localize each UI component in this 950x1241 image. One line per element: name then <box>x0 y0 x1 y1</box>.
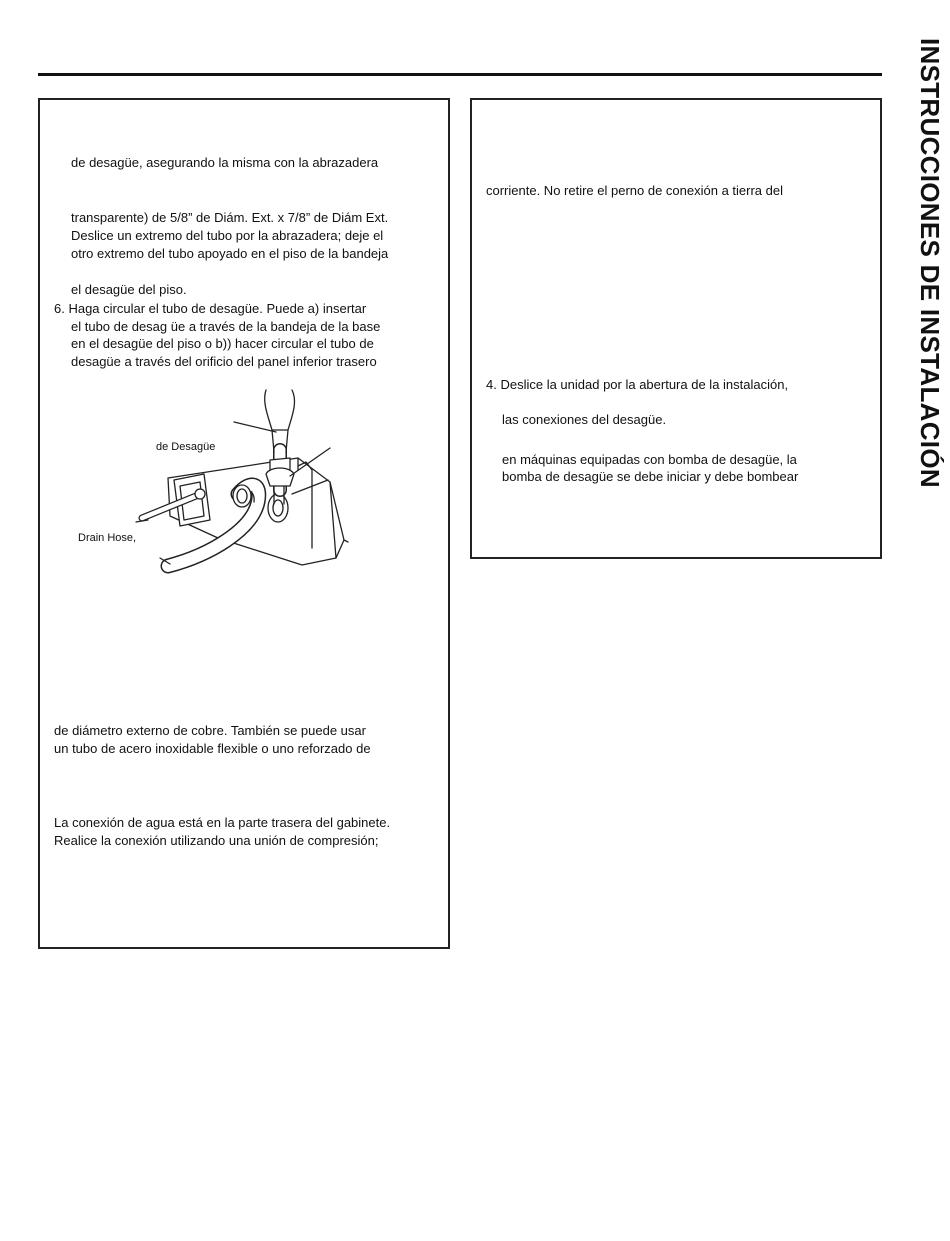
left-line: el desagüe del piso. <box>71 282 187 297</box>
side-title-text: INSTRUCCIONES DE INSTALACIÓN <box>915 38 945 488</box>
left-line: desagüe a través del orificio del panel inferior trasero <box>71 354 377 369</box>
right-instruction-box <box>470 98 882 559</box>
top-rule <box>38 73 882 76</box>
right-line: bomba de desagüe se debe iniciar y debe bombear <box>502 469 799 484</box>
left-line: transparente) de 5/8” de Diám. Ext. x 7/8” de Diám Ext. <box>71 210 389 225</box>
step-6-line: 6. Haga circular el tubo de desagüe. Puede a) insertar <box>54 301 367 316</box>
right-line: corriente. No retire el perno de conexión a tierra del <box>486 183 783 198</box>
drain-hose-label-en: Drain Hose, <box>78 532 137 544</box>
left-line: de desagüe, asegurando la misma con la abrazadera <box>71 155 379 170</box>
left-line: un tubo de acero inoxidable flexible o uno reforzado de <box>54 741 371 756</box>
side-title <box>907 38 947 598</box>
right-line: las conexiones del desagüe. <box>502 412 667 427</box>
right-line: en máquinas equipadas con bomba de desagüe, la <box>502 452 797 467</box>
left-line: en el desagüe del piso o b)) hacer circular el tubo de <box>71 336 374 351</box>
drain-hose-illustration <box>130 370 360 580</box>
left-line: Deslice un extremo del tubo por la abrazadera; deje el <box>71 228 384 243</box>
drain-hose-label-es: de Desagüe <box>156 441 216 453</box>
left-line: el tubo de desag üe a través de la bandeja de la base <box>71 319 381 334</box>
left-line: otro extremo del tubo apoyado en el piso de la bandeja <box>71 246 389 261</box>
left-line: Realice la conexión utilizando una unión de compresión; <box>54 833 379 848</box>
left-line: La conexión de agua está en la parte trasera del gabinete. <box>54 815 391 830</box>
step-4-line: 4. Deslice la unidad por la abertura de la instalación, <box>486 377 789 392</box>
left-line: de diámetro externo de cobre. También se puede usar <box>54 723 366 738</box>
